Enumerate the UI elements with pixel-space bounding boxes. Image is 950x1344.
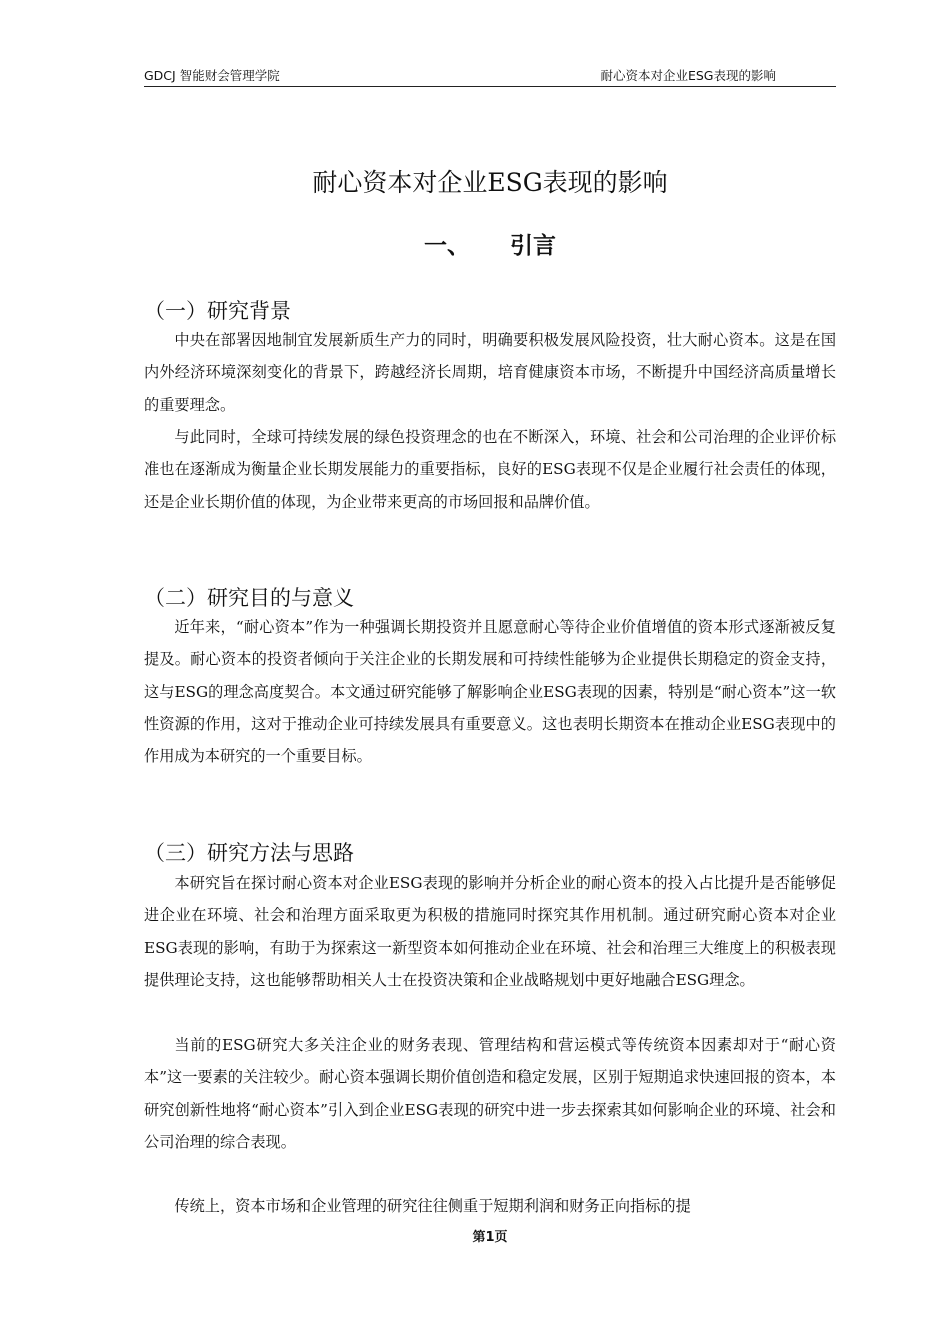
- paragraph: 近年来，“耐心资本”作为一种强调长期投资并且愿意耐心等待企业价值增值的资本形式逐渐被反复提及。耐心资本的投资者倾向于关注企业的长期发展和可持续性能够为企业提供长期稳定的资金支持，这与ESG的理念高度契合。本文通过研究能够了解影响企业ESG表现的因素，特别是“耐心资本”这一软性资源的作用，这对于推动企业可持续发展具有重要意义。这也表明长期资本在推动企业ESG表现中的作用成为本研究的一个重要目标。: [144, 618, 836, 766]
- page-header: [144, 66, 836, 87]
- paragraph: 中央在部署因地制宜发展新质生产力的同时，明确要积极发展风险投资，壮大耐心资本。这是在国内外经济环境深刻变化的背景下，跨越经济长周期，培育健康资本市场，不断提升中国经济高质量增长的重要理念。: [144, 331, 836, 414]
- chapter-number: 一、: [424, 233, 470, 259]
- header-running-title: 耐心资本对企业ESG表现的影响: [600, 68, 776, 83]
- paragraph: 与此同时，全球可持续发展的绿色投资理念的也在不断深入，环境、社会和公司治理的企业评价标准也在逐渐成为衡量企业长期发展能力的重要指标，良好的ESG表现不仅是企业履行社会责任的体现，还是企业长期价值的体现，为企业带来更高的市场回报和品牌价值。: [144, 428, 836, 511]
- chapter-heading: [144, 228, 836, 264]
- paragraph: 本研究旨在探讨耐心资本对企业ESG表现的影响并分析企业的耐心资本的投入占比提升是否能够促进企业在环境、社会和治理方面采取更为积极的措施同时探究其作用机制。通过研究耐心资本对企业ESG表现的影响，有助于为探索这一新型资本如何推动企业在环境、社会和治理三大维度上的积极表现提供理论支持，这也能够帮助相关人士在投资决策和企业战略规划中更好地融合ESG理念。: [144, 874, 836, 989]
- paragraph: 当前的ESG研究大多关注企业的财务表现、管理结构和营运模式等传统资本因素却对于“耐心资本”这一要素的关注较少。耐心资本强调长期价值创造和稳定发展，区别于短期追求快速回报的资本，本研究创新性地将“耐心资本”引入到企业ESG表现的研究中进一步去探索其如何影响企业的环境、社会和公司治理的综合表现。: [144, 1036, 836, 1151]
- section-heading-background: （一）研究背景: [144, 299, 291, 323]
- page-number: 第1页: [472, 1230, 508, 1245]
- chapter-title: 引言: [510, 233, 556, 259]
- header-institution: GDCJ 智能财会管理学院: [144, 68, 280, 83]
- paragraph: 传统上，资本市场和企业管理的研究往往侧重于短期利润和财务正向指标的提: [174, 1197, 691, 1215]
- section-heading-purpose: （二）研究目的与意义: [144, 586, 354, 610]
- section-heading-method: （三）研究方法与思路: [144, 841, 354, 865]
- document-title: 耐心资本对企业ESG表现的影响: [312, 168, 668, 197]
